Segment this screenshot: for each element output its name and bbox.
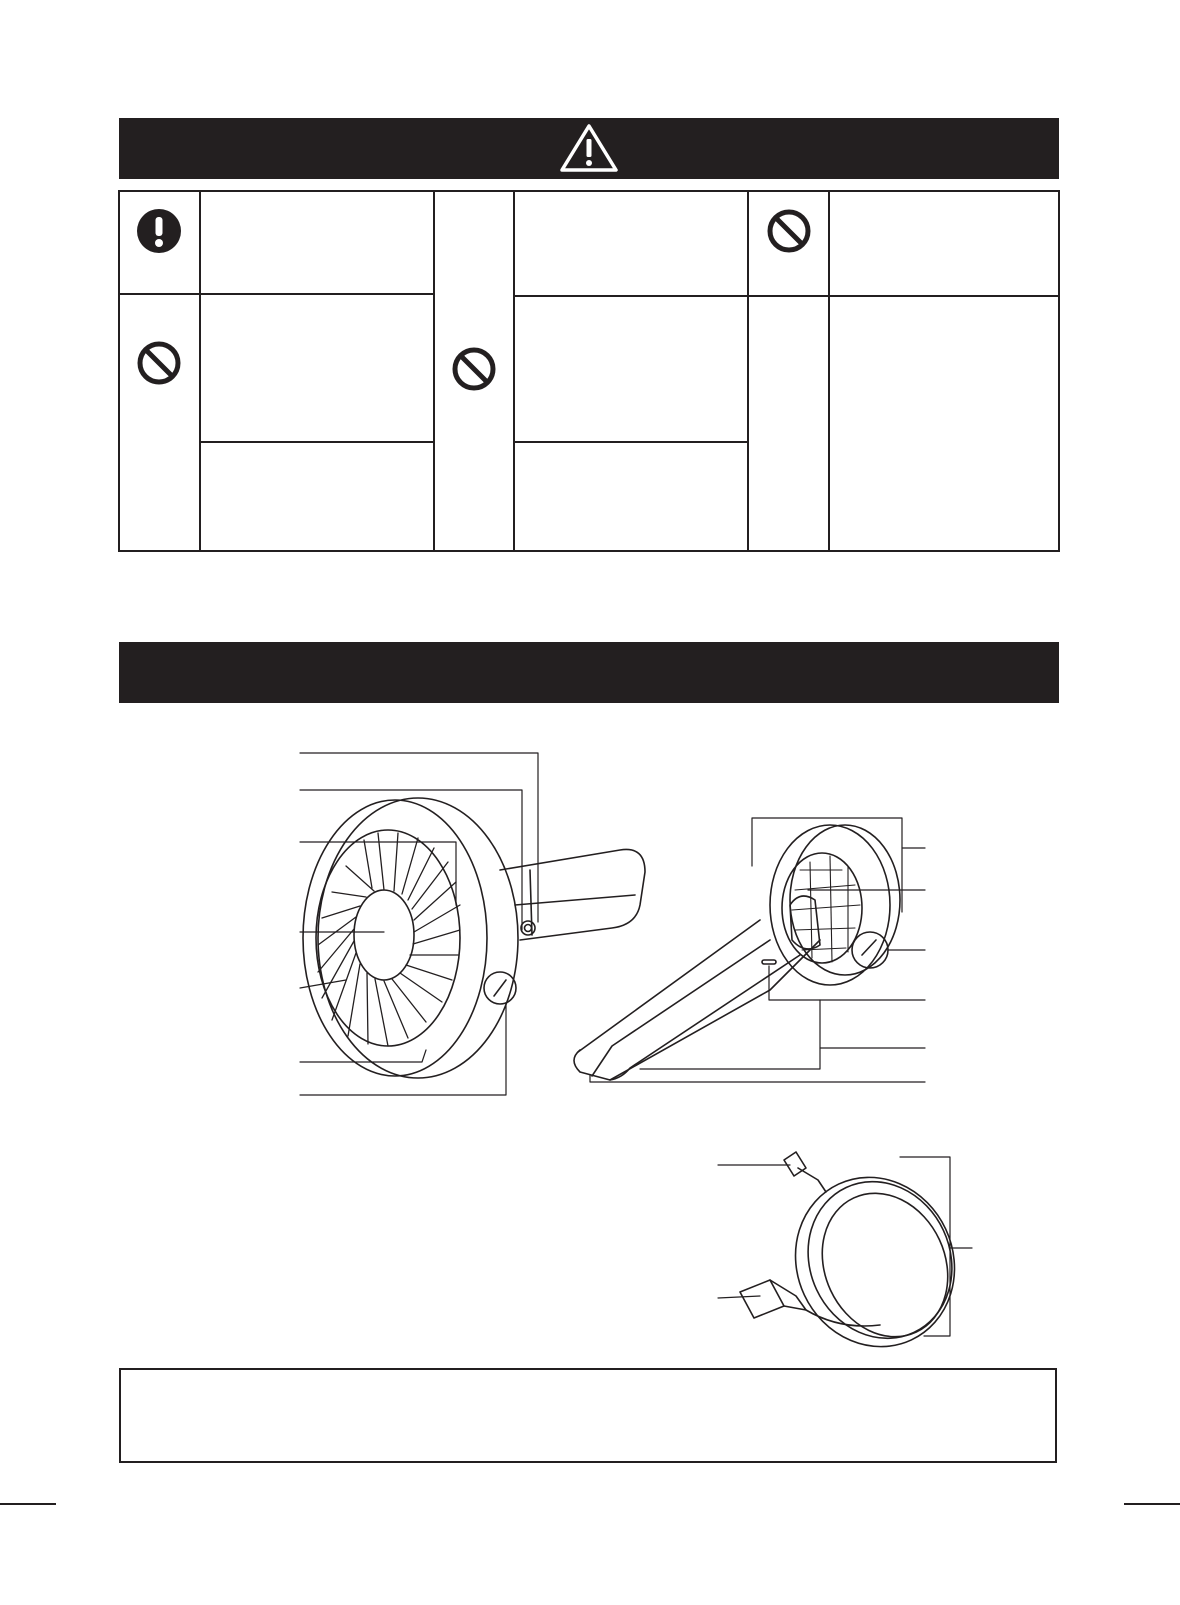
usb-cable-illustration <box>740 1151 982 1373</box>
rear-leader-lines <box>590 818 925 1082</box>
rear-fan-illustration <box>574 825 900 1080</box>
usb-leader-lines <box>718 1157 972 1336</box>
crop-mark-left <box>0 1503 56 1505</box>
front-fan-illustration <box>303 798 645 1078</box>
note-box <box>119 1368 1057 1463</box>
crop-mark-right <box>1124 1503 1180 1505</box>
